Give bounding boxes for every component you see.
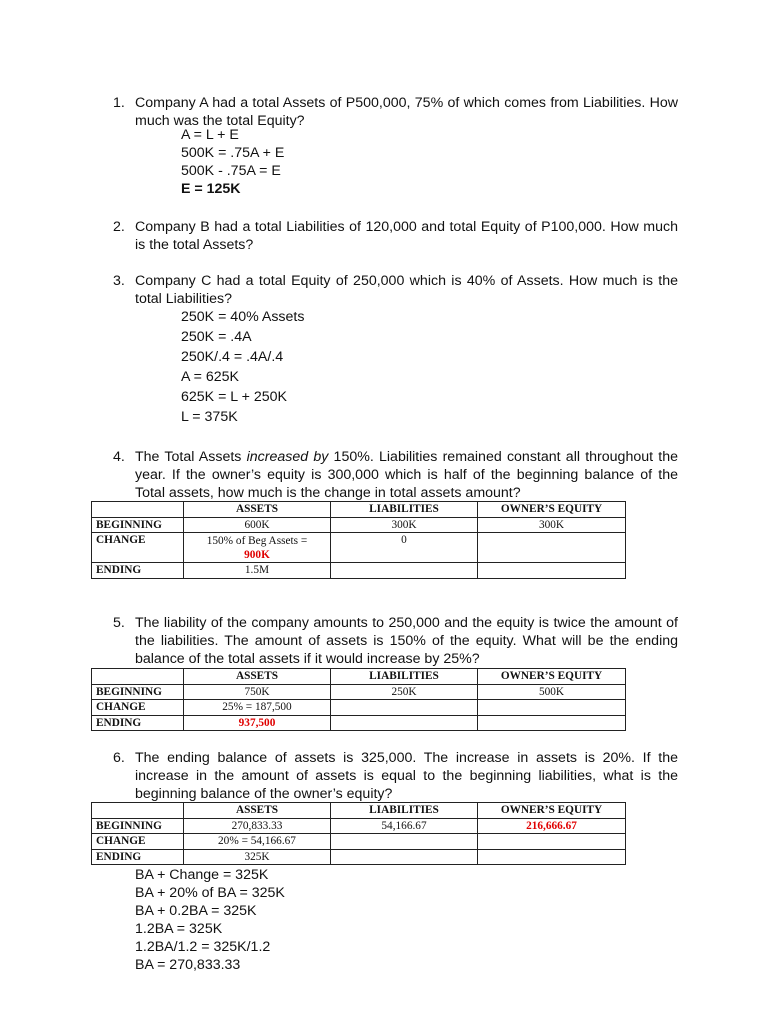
work-line: 625K = L + 250K [181, 389, 287, 405]
work-line: 250K = 40% Assets [181, 309, 305, 325]
table-row [92, 715, 626, 731]
row-label-beginning: BEGINNING [92, 684, 184, 700]
cell-liabilities [331, 563, 478, 579]
question-number: 3. [113, 273, 125, 289]
cell-equity: 300K [478, 517, 626, 533]
table-row [92, 700, 626, 716]
work-line: BA + 20% of BA = 325K [135, 885, 285, 901]
question-text-part: The Total Assets [135, 449, 247, 465]
question-text: Company A had a total Assets of P500,000, 75% of which comes from Liabilities. How much was the total Equity? [135, 95, 678, 129]
question-text: The liability of the company amounts to 250,000 and the equity is twice the amount of the liabilities. The amount of assets is 150% of the equity. What will be the ending balance of the total assets if it would increase by 25%? [135, 615, 678, 667]
header-equity: OWNER’S EQUITY [478, 669, 626, 685]
question-number: 5. [113, 615, 125, 631]
row-label-ending: ENDING [92, 849, 184, 865]
question-text-emphasis: increased by [246, 449, 329, 465]
work-line: 500K - .75A = E [181, 163, 281, 179]
question-3 [113, 272, 678, 308]
cell-liabilities: 54,166.67 [331, 818, 478, 834]
work-line: 250K/.4 = .4A/.4 [181, 349, 284, 365]
cell-equity [478, 563, 626, 579]
accounting-table-4 [91, 501, 626, 579]
question-1-work [181, 126, 284, 198]
header-liabilities: LIABILITIES [331, 803, 478, 819]
row-label-ending: ENDING [92, 715, 184, 731]
work-line: BA + 0.2BA = 325K [135, 903, 257, 919]
row-label-change: CHANGE [92, 834, 184, 850]
header-equity: OWNER’S EQUITY [478, 502, 626, 518]
work-line: A = L + E [181, 127, 239, 143]
row-label-beginning: BEGINNING [92, 517, 184, 533]
table-row [92, 517, 626, 533]
row-label-change: CHANGE [92, 700, 184, 716]
work-line: 250K = .4A [181, 329, 252, 345]
cell-liabilities: 250K [331, 684, 478, 700]
cell-equity-answer: 216,666.67 [478, 818, 626, 834]
cell-assets: 325K [184, 849, 331, 865]
work-line: BA = 270,833.33 [135, 957, 241, 973]
question-6 [113, 749, 678, 803]
cell-liabilities: 0 [331, 533, 478, 563]
row-label-change: CHANGE [92, 533, 184, 563]
question-number: 6. [113, 750, 125, 766]
cell-assets: 750K [184, 684, 331, 700]
table-row [92, 563, 626, 579]
cell-assets-answer: 937,500 [184, 715, 331, 731]
work-line: 1.2BA = 325K [135, 921, 223, 937]
question-2 [113, 218, 678, 254]
work-line: 1.2BA/1.2 = 325K/1.2 [135, 939, 271, 955]
question-1 [113, 94, 678, 130]
cell-assets: 600K [184, 517, 331, 533]
question-text [135, 448, 678, 502]
cell-equity [478, 715, 626, 731]
cell-liabilities [331, 700, 478, 716]
cell-equity [478, 849, 626, 865]
question-3-work [181, 307, 304, 427]
header-liabilities: LIABILITIES [331, 669, 478, 685]
table-row [92, 849, 626, 865]
cell-equity: 500K [478, 684, 626, 700]
work-line: 500K = .75A + E [181, 145, 285, 161]
work-answer: E = 125K [181, 181, 241, 197]
corner-cell [92, 803, 184, 819]
cell-equity [478, 700, 626, 716]
header-assets: ASSETS [184, 803, 331, 819]
header-liabilities: LIABILITIES [331, 502, 478, 518]
question-4 [113, 448, 678, 502]
question-text: The ending balance of assets is 325,000. The increase in assets is 20%. If the increase in the amount of assets is equal to the beginning liabilities, what is the beginning balance of the owner’s equity? [135, 750, 678, 802]
table-row [92, 834, 626, 850]
cell-assets-line: 150% of Beg Assets = [206, 534, 308, 547]
cell-liabilities [331, 834, 478, 850]
accounting-table-5 [91, 668, 626, 731]
cell-liabilities: 300K [331, 517, 478, 533]
row-label-beginning: BEGINNING [92, 818, 184, 834]
question-5 [113, 614, 678, 668]
question-text-part: 150%. Liabilities remained constant all throughout the year. If the owner’s equity is 300,000 which is half of the beginning balance of the Total assets, how much is the change in total assets amount? [135, 449, 678, 501]
cell-liabilities [331, 849, 478, 865]
question-text: Company C had a total Equity of 250,000 which is 40% of Assets. How much is the total Liabilities? [135, 273, 678, 307]
table-row [92, 533, 626, 563]
question-number: 4. [113, 449, 125, 465]
cell-equity [478, 834, 626, 850]
table-row [92, 818, 626, 834]
cell-assets-answer: 900K [244, 548, 270, 561]
work-line: BA + Change = 325K [135, 867, 269, 883]
question-6-work [135, 866, 285, 974]
cell-assets: 20% = 54,166.67 [184, 834, 331, 850]
accounting-table-6 [91, 802, 626, 865]
question-number: 2. [113, 219, 125, 235]
header-assets: ASSETS [184, 502, 331, 518]
corner-cell [92, 502, 184, 518]
question-number: 1. [113, 95, 125, 111]
table-row [92, 684, 626, 700]
work-line: L = 375K [181, 409, 238, 425]
cell-assets: 25% = 187,500 [184, 700, 331, 716]
cell-assets: 1.5M [184, 563, 331, 579]
work-line: A = 625K [181, 369, 239, 385]
header-equity: OWNER’S EQUITY [478, 803, 626, 819]
header-assets: ASSETS [184, 669, 331, 685]
row-label-ending: ENDING [92, 563, 184, 579]
cell-assets [184, 533, 331, 563]
question-text: Company B had a total Liabilities of 120,000 and total Equity of P100,000. How much is the total Assets? [135, 219, 678, 253]
cell-assets: 270,833.33 [184, 818, 331, 834]
corner-cell [92, 669, 184, 685]
cell-equity [478, 533, 626, 563]
cell-liabilities [331, 715, 478, 731]
